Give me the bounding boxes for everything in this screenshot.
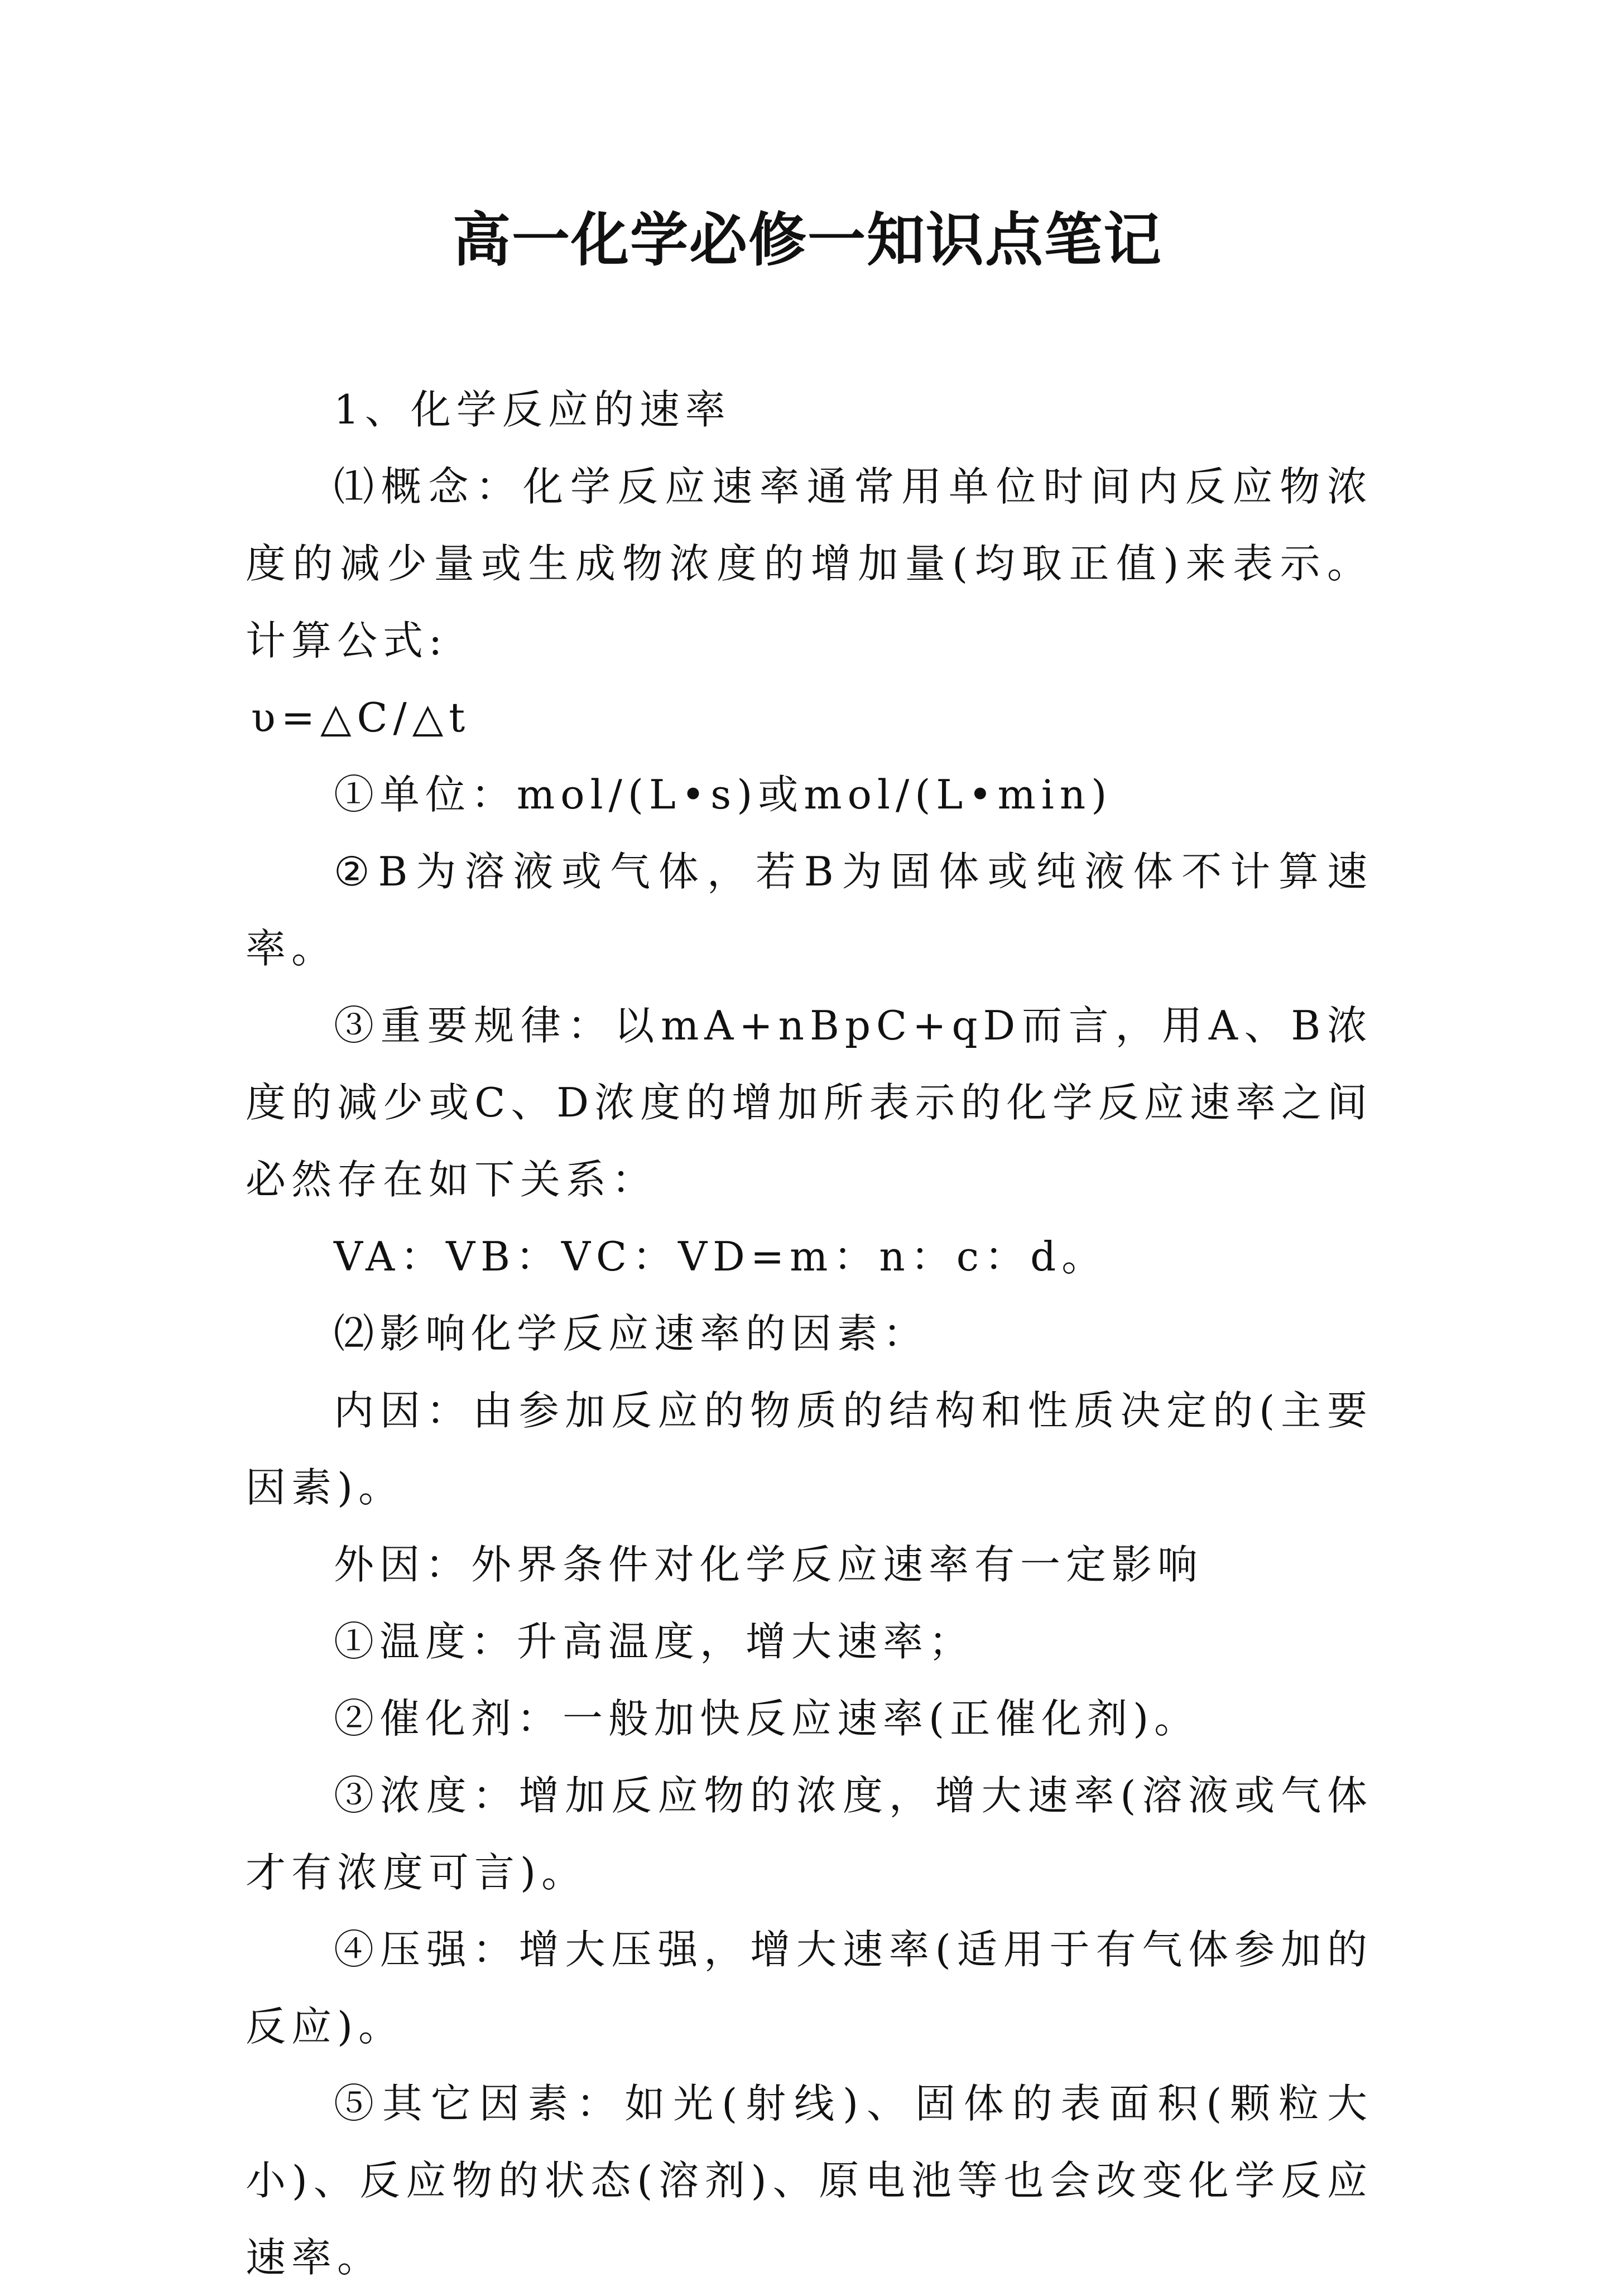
section-heading: 1、化学反应的速率	[334, 386, 731, 433]
paragraph-pressure: ④压强：增大压强，增大速率(适用于有气体参加的反应)。	[246, 1926, 1373, 2050]
paragraph-other-factors: ⑤其它因素：如光(射线)、固体的表面积(颗粒大小)、反应物的状态(溶剂)、原电池等也会改变化学反应速率。	[246, 2080, 1373, 2281]
paragraph-concentration: ③浓度：增加反应物的浓度，增大速率(溶液或气体才有浓度可言)。	[246, 1772, 1373, 1896]
paragraph-external-factor: 外因：外界条件对化学反应速率有一定影响	[334, 1541, 1204, 1588]
paragraph-factors-heading: ⑵影响化学反应速率的因素：	[334, 1310, 929, 1357]
paragraph-unit: ①单位：mol/(L•s)或mol/(L•min)	[334, 771, 1113, 818]
paragraph-important-rule: ③重要规律：以mA+nBpC+qD而言，用A、B浓度的减少或C、D浓度的增加所表示的化学反应速率之间必然存在如下关系：	[246, 1002, 1373, 1203]
document-title: 高一化学必修一知识点笔记	[452, 206, 1162, 274]
paragraph-ratio: VA：VB：VC：VD=m：n：c：d。	[334, 1233, 1108, 1280]
paragraph-temperature: ①温度：升高温度，增大速率；	[334, 1618, 975, 1665]
paragraph-b-rule: ②B为溶液或气体，若B为固体或纯液体不计算速率。	[246, 848, 1373, 972]
paragraph-concept: ⑴概念：化学反应速率通常用单位时间内反应物浓度的减少量或生成物浓度的增加量(均取正值)来表示。计算公式:	[246, 463, 1373, 664]
document-body	[246, 371, 1373, 2296]
paragraph-formula: υ=△C/△t	[251, 694, 471, 741]
paragraph-internal-factor: 内因：由参加反应的物质的结构和性质决定的(主要因素)。	[246, 1387, 1373, 1511]
paragraph-catalyst: ②催化剂：一般加快反应速率(正催化剂)。	[334, 1695, 1200, 1742]
